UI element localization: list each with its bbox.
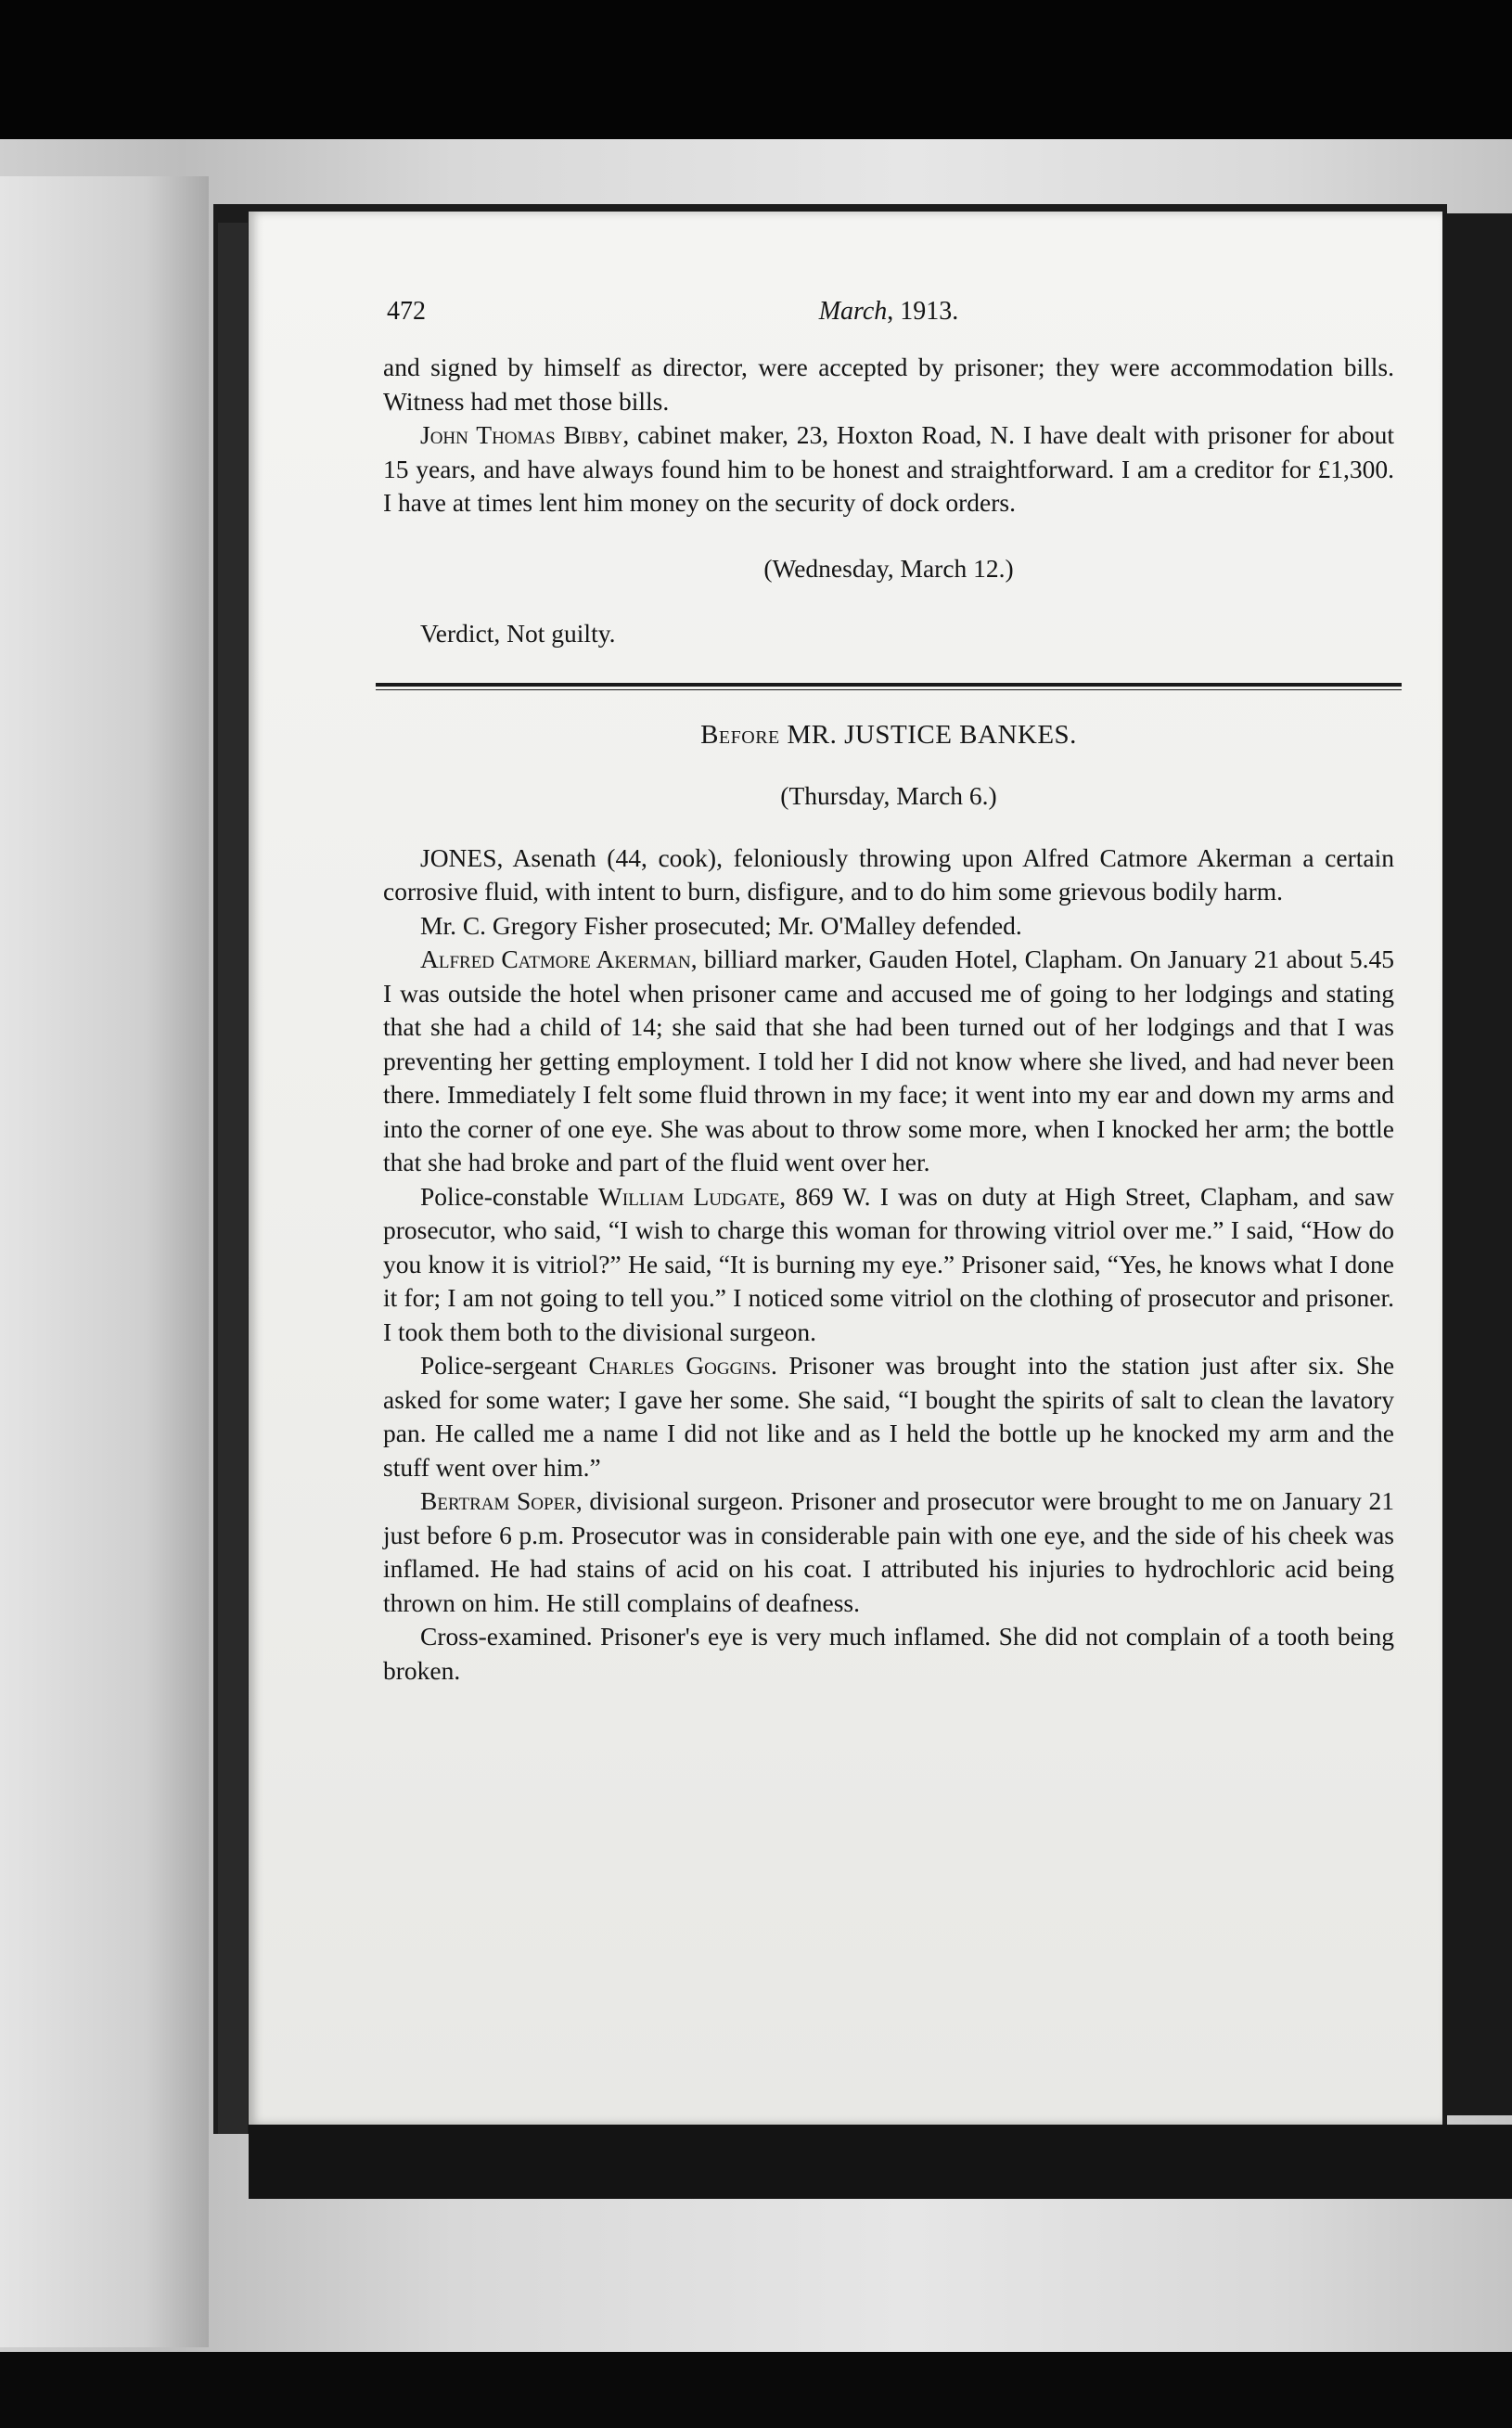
section-date: (Thursday, March 6.) bbox=[780, 781, 997, 810]
section-heading bbox=[383, 718, 1394, 752]
witness-name: John Thomas Bibby bbox=[420, 420, 623, 449]
bottom-border bbox=[0, 2352, 1512, 2428]
section-heading-judge: MR. JUSTICE BANKES. bbox=[779, 719, 1077, 750]
cross-examination: Cross-examined. Prisoner's eye is very much inflamed. She did not complain of a tooth being broken. bbox=[383, 1622, 1394, 1685]
page-content bbox=[383, 295, 1394, 1688]
testimony-witness-name: Alfred Catmore Akerman bbox=[420, 944, 691, 973]
testimony-paragraph bbox=[383, 943, 1394, 1180]
testimony-paragraph bbox=[383, 1484, 1394, 1620]
testimony-paragraph bbox=[383, 1180, 1394, 1350]
testimony-text: , billiard marker, Gauden Hotel, Clapham. On January 21 about 5.45 I was outside the hotel when prisoner came and accused me of going to her lodgings and stating that she had a child of 14; she said that she had been turned out of her lodgings and that I was preventing her getting employment. I told her I did not know where she lived, and had never been there. Immediately I felt some fluid thrown in my face; it went into my ear and down my arms and into the corner of one eye. She was about to throw some more, when I knocked her arm; the bottle that she had broke and part of the fluid went over her. bbox=[383, 944, 1394, 1176]
section-divider bbox=[376, 683, 1402, 690]
continuation-paragraph: and signed by himself as director, were accepted by prisoner; they were accommodation bills. Witness had met those bills. bbox=[383, 353, 1394, 416]
running-title-month: March bbox=[818, 297, 888, 326]
case-charge: JONES, Asenath (44, cook), feloniously throwing upon Alfred Catmore Akerman a certain corrosive fluid, with intent to burn, disfigure, and to do him some grievous bodily harm. bbox=[383, 842, 1394, 906]
section-heading-prefix: Before bbox=[700, 719, 780, 750]
testimony-prefix: Police-sergeant bbox=[420, 1351, 589, 1380]
witness-text: , cabinet maker, 23, Hoxton Road, N. I have dealt with prisoner for about 15 years, and have always found him to be honest and straightforward. I am a creditor for £1,300. I have at times lent him money on the security of dock orders. bbox=[383, 420, 1394, 517]
running-title bbox=[383, 295, 1394, 329]
left-paper-sheet bbox=[0, 176, 209, 2347]
testimony-witness-name: William Ludgate bbox=[597, 1181, 780, 1211]
testimony-paragraph bbox=[383, 1349, 1394, 1484]
verdict: Verdict, Not guilty. bbox=[420, 619, 616, 648]
testimony-prefix: Police-constable bbox=[420, 1181, 598, 1211]
testimony-witness-name: Bertram Soper bbox=[420, 1486, 576, 1515]
testimony-text: . Prisoner was brought into the station just after six. She asked for some water; I gave her some. She said, “I bought the spirits of salt to clean the lavatory pan. He called me a name I did not like and as I held the bottle up he knocked my arm and the stuff went over him.” bbox=[383, 1351, 1395, 1482]
page-number: 472 bbox=[387, 297, 426, 326]
testimony-witness-name: Charles Goggins bbox=[588, 1351, 771, 1380]
testimony-text: , divisional surgeon. Prisoner and prosecutor were brought to me on January 21 just before 6 p.m. Prosecutor was in considerable pain with one eye, and the side of his cheek was inflamed. He had stains of acid on his coat. I attributed his injuries to hydrochloric acid being thrown on him. He still complains of deafness. bbox=[383, 1486, 1394, 1617]
testimony-text: , 869 W. I was on duty at High Street, Clapham, and saw prosecutor, who said, “I wish to charge this woman for throwing vitriol over me.” I said, “How do you know it is vitriol?” He said, “It is burning my eye.” Prisoner said, “Yes, he knows what I done it for; I am not going to tell you.” I noticed some vitriol on the clothing of prosecutor and prisoner. I took them both to the divisional surgeon. bbox=[383, 1181, 1394, 1346]
book-bottom-edge bbox=[249, 2125, 1512, 2199]
running-title-year: , 1913. bbox=[887, 297, 959, 326]
book-spine bbox=[218, 223, 248, 2134]
book-page bbox=[249, 212, 1442, 2125]
case-counsel: Mr. C. Gregory Fisher prosecuted; Mr. O'Malley defended. bbox=[420, 910, 1022, 940]
facing-page-edge bbox=[1433, 213, 1512, 2115]
top-border bbox=[0, 0, 1512, 139]
running-head bbox=[383, 295, 1394, 351]
hearing-date: (Wednesday, March 12.) bbox=[763, 553, 1014, 583]
witness-paragraph bbox=[383, 418, 1394, 520]
